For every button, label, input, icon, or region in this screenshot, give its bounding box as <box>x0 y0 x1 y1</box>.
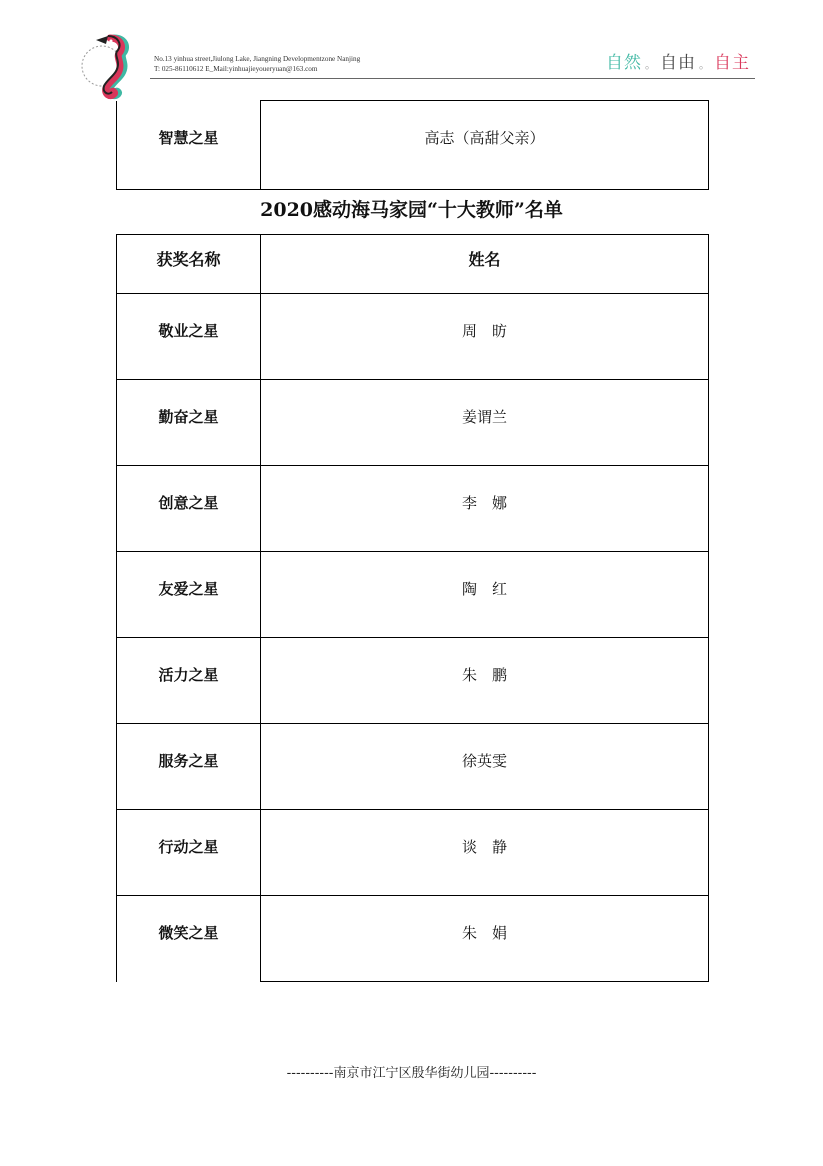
winner-name: 朱 娟 <box>461 924 507 942</box>
seahorse-logo <box>80 32 142 102</box>
award-label: 微笑之星 <box>158 924 219 942</box>
address-line: No.13 yinhua street,Jiulong Lake, Jiangning Developmentzone Nanjing <box>154 55 361 63</box>
name-cell <box>261 552 709 638</box>
teacher-award-table <box>116 234 709 982</box>
winner-name: 高志（高甜父亲） <box>424 129 545 147</box>
table-row <box>117 380 709 466</box>
table-row <box>117 638 709 724</box>
award-cell <box>117 380 261 466</box>
award-label: 创意之星 <box>158 494 219 512</box>
table-header-row <box>117 235 709 294</box>
slogan-word: 自由 <box>660 53 696 73</box>
name-header <box>261 235 709 294</box>
award-cell <box>117 466 261 552</box>
contact-line: T: 025-86110612 E_Mail:yinhuajieyoueryuan@163.com <box>154 65 318 73</box>
slogan-separator: 。 <box>699 58 711 71</box>
name-cell <box>261 380 709 466</box>
award-cell <box>117 638 261 724</box>
winner-name: 姜谓兰 <box>461 408 507 426</box>
award-label: 服务之星 <box>158 752 219 770</box>
table-row <box>117 896 709 982</box>
winner-name: 李 娜 <box>461 494 507 512</box>
slogan <box>606 48 750 73</box>
winner-name: 陶 红 <box>461 580 507 598</box>
name-header-label: 姓名 <box>468 250 501 269</box>
winner-name: 周 昉 <box>461 322 507 340</box>
award-label: 智慧之星 <box>158 128 219 147</box>
table-row <box>117 810 709 896</box>
award-header-label: 获奖名称 <box>156 250 221 269</box>
table-row <box>117 101 709 190</box>
table-row <box>117 294 709 380</box>
slogan-word: 自主 <box>714 53 750 73</box>
award-header <box>117 235 261 294</box>
winner-name: 徐英雯 <box>461 752 507 770</box>
slogan-separator: 。 <box>645 58 657 71</box>
award-label: 敬业之星 <box>158 322 219 340</box>
name-cell <box>261 294 709 380</box>
name-cell <box>261 101 709 190</box>
table-row <box>117 724 709 810</box>
winner-name: 朱 鹏 <box>461 666 507 684</box>
header-divider <box>150 78 755 79</box>
continued-award-table <box>116 100 709 190</box>
name-cell <box>261 896 709 982</box>
table-row <box>117 552 709 638</box>
name-cell <box>261 638 709 724</box>
award-cell <box>117 294 261 380</box>
name-cell <box>261 466 709 552</box>
name-cell <box>261 810 709 896</box>
seahorse-logo-icon <box>80 32 142 102</box>
award-label: 活力之星 <box>158 666 219 684</box>
name-cell <box>261 724 709 810</box>
slogan-word: 自然 <box>606 53 642 73</box>
award-cell <box>117 101 261 190</box>
award-cell <box>117 552 261 638</box>
award-label: 行动之星 <box>158 838 219 856</box>
award-label: 勤奋之星 <box>158 408 219 426</box>
award-label: 友爱之星 <box>158 580 219 598</box>
page-footer: ----------南京市江宁区殷华街幼儿园---------- <box>286 1066 537 1081</box>
winner-name: 谈 静 <box>461 838 507 856</box>
award-cell <box>117 810 261 896</box>
award-cell <box>117 896 261 982</box>
table-row <box>117 466 709 552</box>
award-cell <box>117 724 261 810</box>
address-block <box>154 54 360 74</box>
list-title: 2020感动海马家园“十大教师”名单 <box>260 199 563 221</box>
